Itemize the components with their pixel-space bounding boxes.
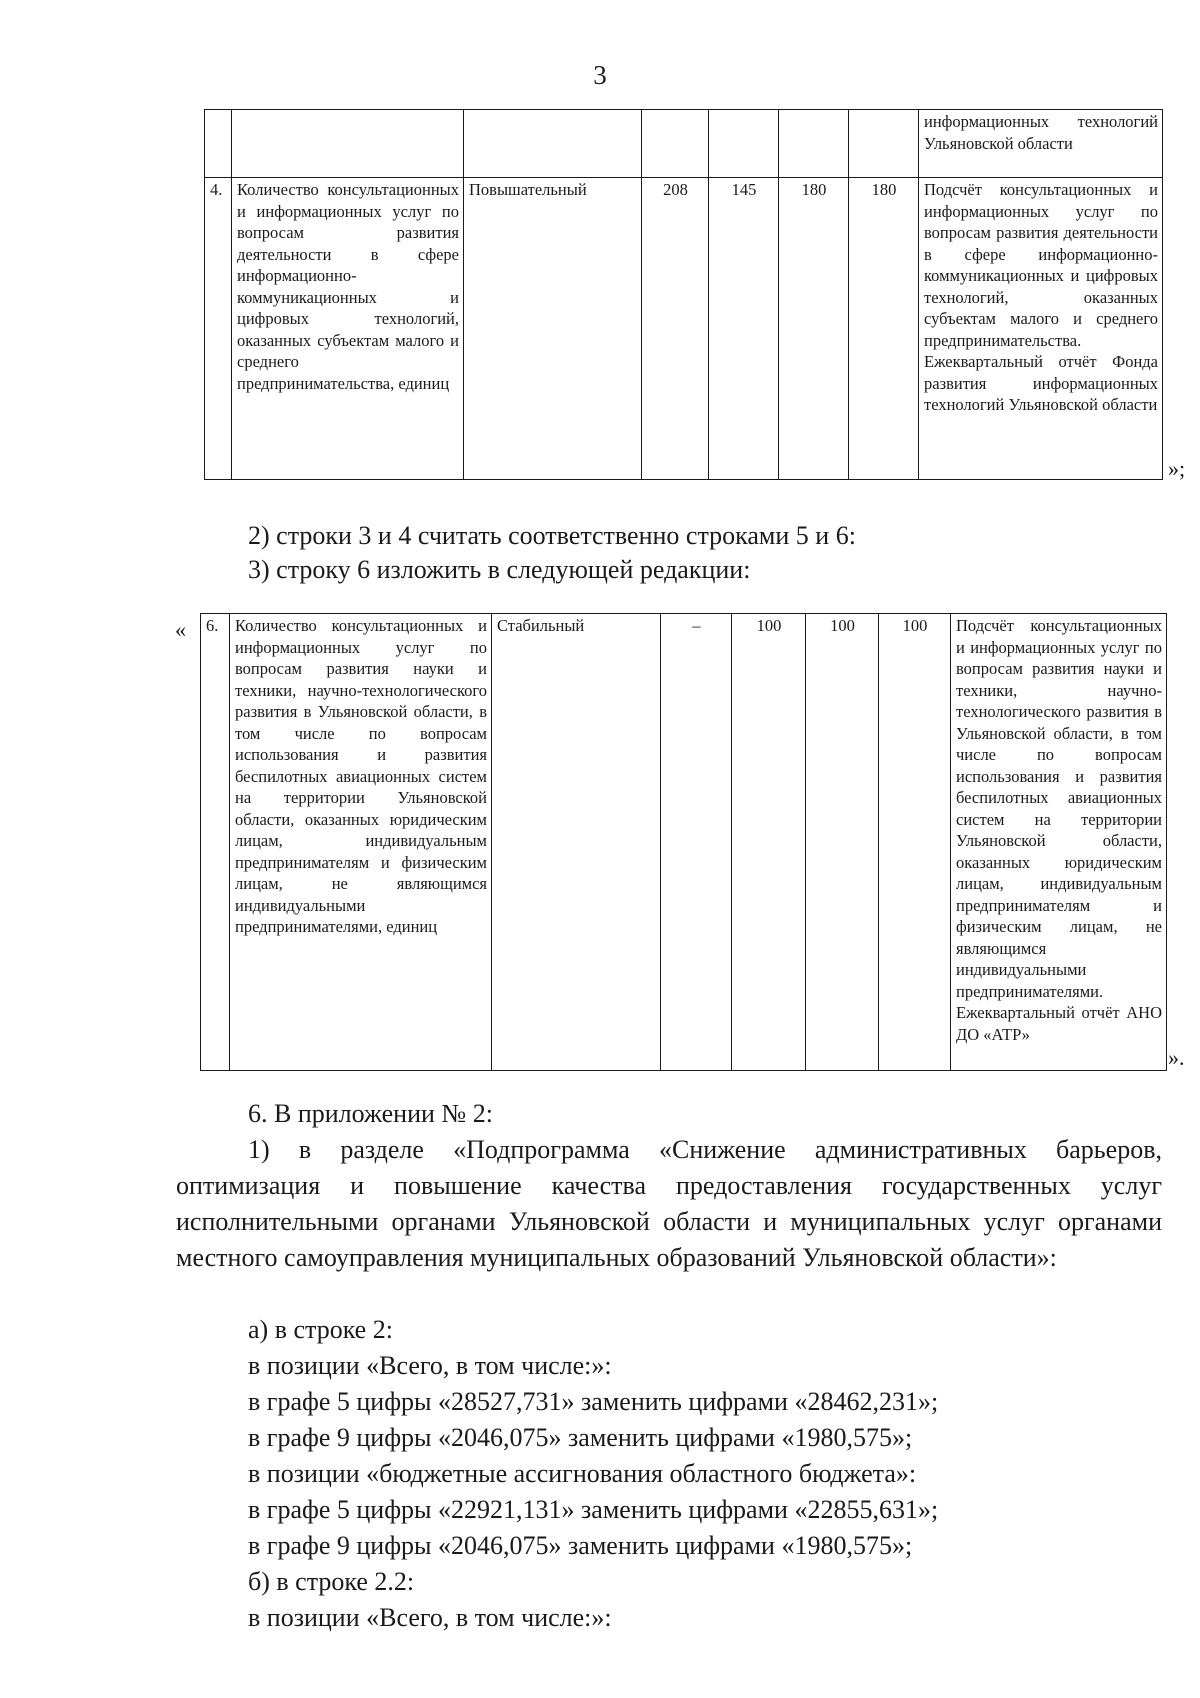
row-number [205,110,232,178]
indicators-table-continuation [204,109,1163,480]
value-4: 100 [879,614,951,1071]
indicator-type: Стабильный [492,614,661,1071]
calculation-method: Подсчёт консультационных и информационных услуг по вопросам развития науки и техники, научно-технологического развития в Ульяновской области, в том числе по вопросам использования и развития беспилотных авиационных систем на территории Ульяновской области, оказанных юридическим лицам, индивидуальным предпринимателям и физическим лицам, не являющимся индивидуальными предпринимателями. Ежеквартальный отчёт АНО ДО «АТР» [951,614,1167,1071]
table-row [205,110,1163,178]
amendment-line: в позиции «бюджетные ассигнования областного бюджета»: [248,1459,917,1488]
value-4 [849,110,919,178]
value-4: 180 [849,178,919,480]
row-number: 6. [201,614,230,1071]
section-item-1 [176,1132,1162,1276]
closing-quote-1: »; [1168,456,1186,481]
amendment-lines [248,1312,938,1636]
section-heading: 6. В приложении № 2: [248,1099,493,1128]
value-1: 208 [642,178,709,480]
indicator-name: Количество консультационных и информационных услуг по вопросам развития науки и техники, научно-технологического развития в Ульяновской области, в том числе по вопросам использования и развития беспилотных авиационных систем на территории Ульяновской области, оказанных юридическим лицам, индивидуальным предпринимателям и физическим лицам, не являющимся индивидуальными предпринимателями, единиц [230,614,492,1071]
amendment-line: в графе 9 цифры «2046,075» заменить цифрами «1980,575»; [248,1423,913,1452]
amendment-line: в позиции «Всего, в том числе:»: [248,1351,612,1380]
indicator-type: Повышательный [464,178,642,480]
value-2: 145 [709,178,779,480]
table-row [201,614,1167,1071]
value-2: 100 [732,614,806,1071]
value-3 [779,110,849,178]
opening-quote: « [175,617,186,642]
value-3: 180 [779,178,849,480]
amendment-line: в графе 5 цифры «28527,731» заменить цифрами «28462,231»; [248,1387,939,1416]
row-number: 4. [205,178,232,480]
amendment-line: в графе 9 цифры «2046,075» заменить цифрами «1980,575»; [248,1531,913,1560]
indicators-table-new-row [200,613,1167,1071]
amendment-line: в позиции «Всего, в том числе:»: [248,1603,612,1632]
indicator-name [232,110,464,178]
table-row [205,178,1163,480]
calculation-method: информационных технологий Ульяновской области [919,110,1163,178]
amendment-line: б) в строке 2.2: [248,1567,415,1596]
amendment-line: а) в строке 2: [248,1315,393,1344]
value-1 [642,110,709,178]
calculation-method: Подсчёт консультационных и информационных услуг по вопросам развития деятельности в сфере информационно-коммуникационных и цифровых технологий, оказанных субъектам малого и среднего предпринимательства. Ежеквартальный отчёт Фонда развития информационных технологий Ульяновской области [919,178,1163,480]
paragraph-renumber: 2) строки 3 и 4 считать соответственно строками 5 и 6: [248,521,856,550]
value-2 [709,110,779,178]
amendment-line: в графе 5 цифры «22921,131» заменить цифрами «22855,631»; [248,1495,939,1524]
value-3: 100 [806,614,879,1071]
closing-quote-2: ». [1168,1045,1185,1070]
value-1: – [661,614,732,1071]
indicator-name: Количество консультационных и информационных услуг по вопросам развития деятельности в сфере информационно-коммуникационных и цифровых технологий, оказанных субъектам малого и среднего предпринимательства, единиц [232,178,464,480]
page-number: 3 [593,60,607,90]
paragraph-new-wording: 3) строку 6 изложить в следующей редакции: [248,555,751,584]
indicator-type [464,110,642,178]
section-item-1-text: 1) в разделе «Подпрограмма «Снижение административных барьеров, оптимизация и повышение качества предоставления государственных услуг исполнительными органами Ульяновской области и муниципальных услуг органами местного самоуправления муниципальных образований Ульяновской области»: [176,1135,1162,1272]
